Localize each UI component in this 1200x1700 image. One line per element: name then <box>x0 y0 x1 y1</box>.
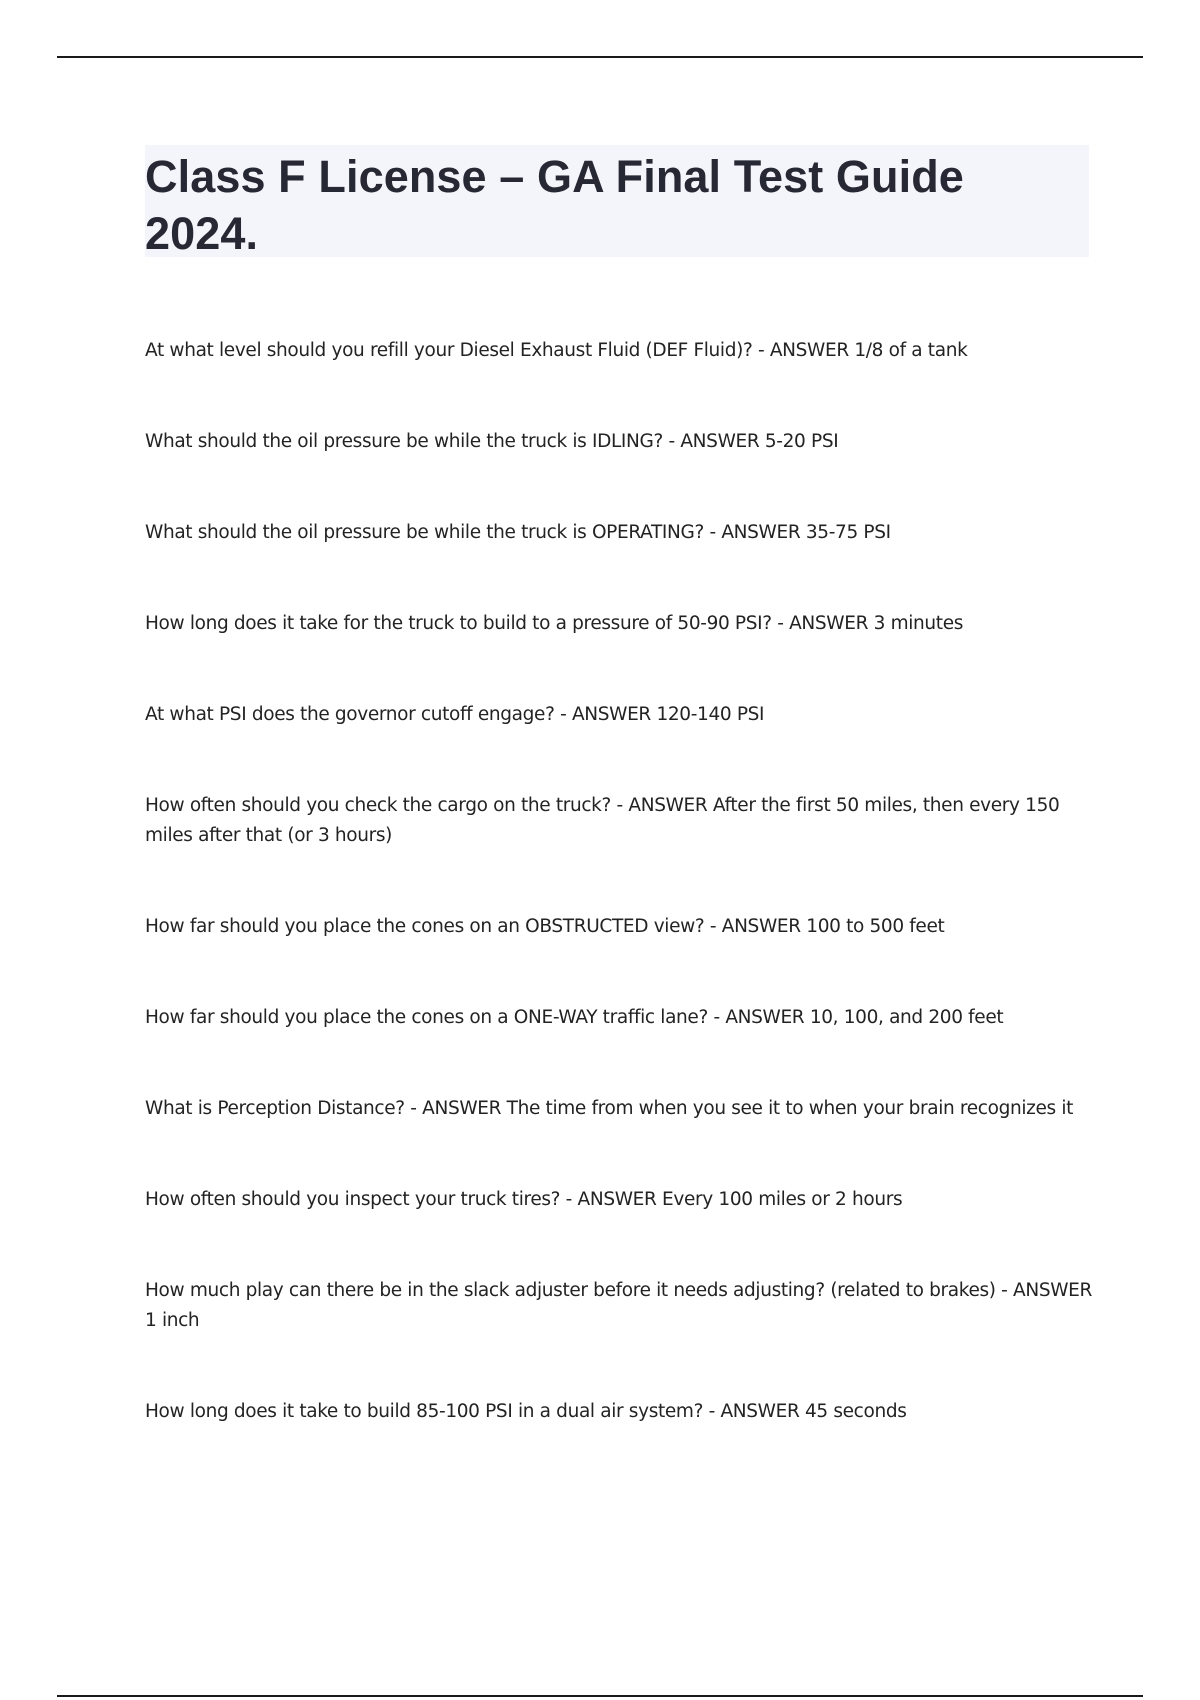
question-text: How long does it take to build 85-100 PSI in a dual air system? <box>145 1401 704 1422</box>
answer-text: 3 minutes <box>873 613 964 634</box>
answer-label: ANSWER <box>769 340 849 361</box>
answer-text: The time from when you see it to when your brain recognizes it <box>506 1098 1074 1119</box>
answer-text: 100 to 500 feet <box>806 916 945 937</box>
qa-list <box>145 336 1095 1488</box>
question-text: How often should you inspect your truck tires? <box>145 1189 561 1210</box>
answer-label: ANSWER <box>577 1189 657 1210</box>
answer-text: 45 seconds <box>804 1401 907 1422</box>
question-text: How far should you place the cones on an OBSTRUCTED view? <box>145 916 705 937</box>
answer-text: Every 100 miles or 2 hours <box>662 1189 903 1210</box>
separator: - <box>554 704 572 725</box>
answer-label: ANSWER <box>721 916 801 937</box>
bottom-divider <box>57 1695 1143 1697</box>
question-text: At what PSI does the governor cutoff engage? <box>145 704 555 725</box>
answer-text: 35-75 PSI <box>805 522 891 543</box>
question-text: How often should you check the cargo on the truck? <box>145 795 612 816</box>
separator: - <box>752 340 770 361</box>
answer-text: 10, 100, and 200 feet <box>809 1007 1004 1028</box>
question-text: What should the oil pressure be while the truck is IDLING? <box>145 431 663 452</box>
qa-item <box>145 791 1095 851</box>
separator: - <box>611 795 629 816</box>
qa-item <box>145 1397 1095 1427</box>
qa-item <box>145 700 1095 730</box>
qa-item <box>145 336 1095 366</box>
answer-label: ANSWER <box>721 522 801 543</box>
answer-label: ANSWER <box>628 795 708 816</box>
qa-item <box>145 609 1095 639</box>
question-text: At what level should you refill your Diesel Exhaust Fluid (DEF Fluid)? <box>145 340 753 361</box>
question-text: How long does it take for the truck to build to a pressure of 50-90 PSI? <box>145 613 772 634</box>
qa-item <box>145 518 1095 548</box>
qa-item <box>145 912 1095 942</box>
separator: - <box>662 431 681 452</box>
separator: - <box>771 613 790 634</box>
title-block <box>145 145 1089 257</box>
question-text: What should the oil pressure be while the truck is OPERATING? <box>145 522 704 543</box>
answer-text: 5-20 PSI <box>764 431 839 452</box>
separator: - <box>404 1098 423 1119</box>
answer-label: ANSWER <box>789 613 869 634</box>
separator: - <box>707 1007 726 1028</box>
qa-item <box>145 427 1095 457</box>
separator: - <box>704 916 722 937</box>
separator: - <box>703 522 722 543</box>
qa-item <box>145 1094 1095 1124</box>
answer-label: ANSWER <box>720 1401 800 1422</box>
answer-label: ANSWER <box>725 1007 805 1028</box>
answer-label: ANSWER <box>1013 1280 1093 1301</box>
answer-text: 1 inch <box>145 1310 200 1331</box>
qa-item <box>145 1003 1095 1033</box>
qa-item <box>145 1185 1095 1215</box>
question-text: What is Perception Distance? <box>145 1098 405 1119</box>
answer-text: 1/8 of a tank <box>854 340 968 361</box>
separator: - <box>703 1401 721 1422</box>
separator: - <box>560 1189 578 1210</box>
separator: - <box>995 1280 1014 1301</box>
question-text: How far should you place the cones on a ONE-WAY traffic lane? <box>145 1007 708 1028</box>
answer-text: 120-140 PSI <box>656 704 765 725</box>
answer-label: ANSWER <box>422 1098 502 1119</box>
top-divider <box>57 56 1143 58</box>
answer-label: ANSWER <box>680 431 760 452</box>
document-title: Class F License – GA Final Test Guide 2024. <box>145 151 964 259</box>
answer-label: ANSWER <box>571 704 651 725</box>
answer-text: After the first 50 miles, then every 150 miles after that (or 3 hours) <box>145 795 1060 846</box>
question-text: How much play can there be in the slack adjuster before it needs adjusting? (related to brakes) <box>145 1280 996 1301</box>
qa-item <box>145 1276 1095 1336</box>
